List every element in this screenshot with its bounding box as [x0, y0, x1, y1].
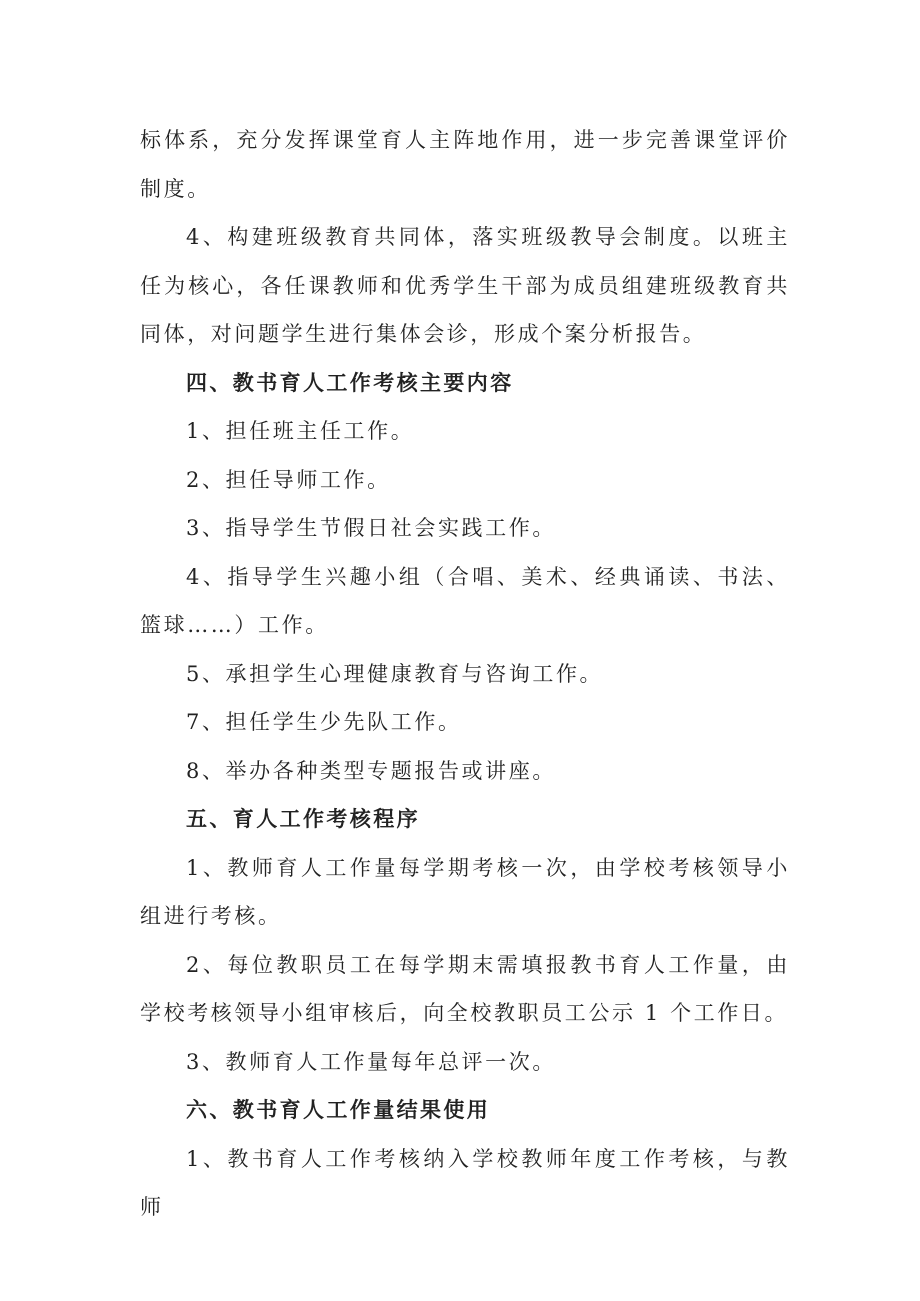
list-item: 2、担任导师工作。: [186, 467, 391, 492]
list-item: 3、教师育人工作量每年总评一次。: [186, 1049, 556, 1074]
section-heading-6: 六、教书育人工作量结果使用: [186, 1098, 491, 1122]
list-item: 1、担任班主任工作。: [186, 419, 415, 443]
list-item: 7、担任学生少先队工作。: [186, 710, 462, 734]
list-item: 1、教书育人工作考核纳入学校教师年度工作考核，与教师: [140, 1146, 790, 1219]
list-item: 4、指导学生兴趣小组（合唱、美术、经典诵读、书法、篮球……）工作。: [140, 564, 790, 637]
list-item: 1、教师育人工作量每学期考核一次，由学校考核领导小组进行考核。: [140, 855, 790, 928]
document-body: [140, 116, 790, 1232]
paragraph-continuation: 标体系，充分发挥课堂育人主阵地作用，进一步完善课堂评价制度。: [140, 128, 790, 201]
list-item: 8、举办各种类型专题报告或讲座。: [186, 758, 556, 783]
section-heading-4: 四、教书育人工作考核主要内容: [186, 370, 514, 395]
section-heading-5: 五、育人工作考核程序: [186, 807, 420, 831]
list-item: 3、指导学生节假日社会实践工作。: [186, 516, 556, 540]
list-item: 5、承担学生心理健康教育与咨询工作。: [186, 661, 604, 686]
paragraph-item-4-class-community: 4、构建班级教育共同体，落实班级教导会制度。以班主任为核心，各任课教师和优秀学生干部为成员组建班级教育共同体，对问题学生进行集体会诊，形成个案分析报告。: [140, 225, 790, 346]
list-item: 2、每位教职员工在每学期末需填报教书育人工作量，由学校考核领导小组审核后，向全校教职员工公示 1 个工作日。: [140, 952, 790, 1025]
